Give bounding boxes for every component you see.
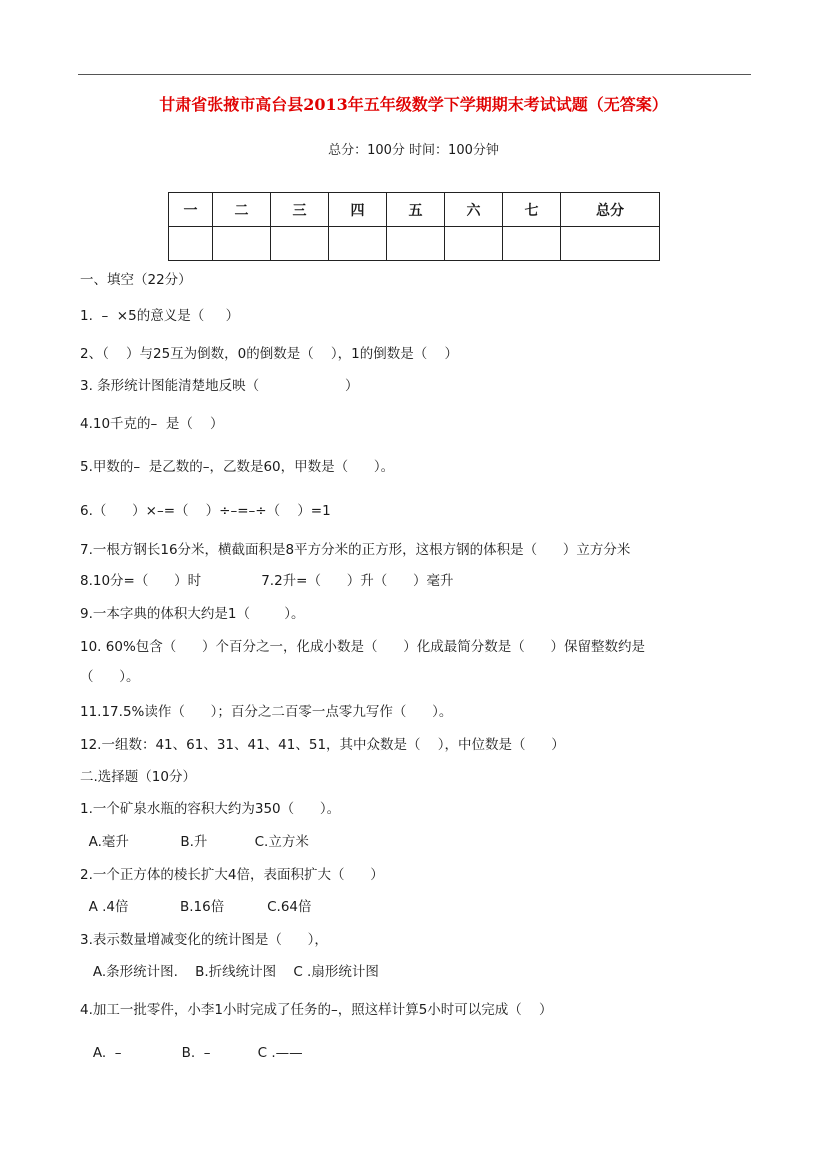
score-blank-cell xyxy=(561,227,660,261)
score-blank-cell xyxy=(169,227,213,261)
score-blank-cell xyxy=(503,227,561,261)
question-line: 11.17.5%读作（ ）；百分之二百零一点零九写作（ ）。 xyxy=(80,704,453,720)
question-line: 1. – ×5的意义是（ ） xyxy=(80,308,240,324)
score-blank-cell xyxy=(213,227,271,261)
question-line: 8.10分=（ ）时 7.2升=（ ）升（ ）毫升 xyxy=(80,573,454,589)
score-table-blank-row xyxy=(169,227,660,261)
question-line: 12.一组数：41、61、31、41、41、51，其中众数是（ ），中位数是（ ） xyxy=(80,737,565,753)
option-line: A. – B. – C .—— xyxy=(80,1045,303,1061)
score-blank-cell xyxy=(271,227,329,261)
score-table xyxy=(168,192,660,261)
score-blank-cell xyxy=(445,227,503,261)
score-header-cell: 五 xyxy=(387,193,445,227)
score-blank-cell xyxy=(387,227,445,261)
score-header-cell: 一 xyxy=(169,193,213,227)
question-line: 6.（ ）×–=（ ）÷–=–÷（ ）=1 xyxy=(80,503,331,519)
question-line: 4.10千克的– 是（ ） xyxy=(80,416,224,432)
score-header-cell: 二 xyxy=(213,193,271,227)
score-table-header-row xyxy=(169,193,660,227)
question-line: 2.一个正方体的棱长扩大4倍，表面积扩大（ ） xyxy=(80,867,384,883)
question-line: （ ）。 xyxy=(80,669,140,685)
header-rule xyxy=(78,74,751,75)
question-line: 4.加工一批零件，小李1小时完成了任务的–，照这样计算5小时可以完成（ ） xyxy=(80,1002,553,1018)
question-line: 3. 条形统计图能清楚地反映（ ） xyxy=(80,378,359,394)
question-line: 7.一根方钢长16分米，横截面积是8平方分米的正方形，这根方钢的体积是（ ）立方分米 xyxy=(80,542,631,558)
option-line: A .4倍 B.16倍 C.64倍 xyxy=(80,899,312,915)
exam-info: 总分：100分 时间：100分钟 xyxy=(328,143,499,158)
score-header-cell: 七 xyxy=(503,193,561,227)
question-line: 2、（ ）与25互为倒数，0的倒数是（ ），1的倒数是（ ） xyxy=(80,346,458,362)
section-heading-choice: 二.选择题（10分） xyxy=(80,769,196,785)
option-line: A.条形统计图. B.折线统计图 C .扇形统计图 xyxy=(80,964,379,980)
question-line: 1.一个矿泉水瓶的容积大约为350（ ）。 xyxy=(80,801,341,817)
page-title: 甘肃省张掖市高台县2013年五年级数学下学期期末考试试题（无答案） xyxy=(159,95,668,114)
section-heading-fill-in: 一、填空（22分） xyxy=(80,272,192,288)
question-line: 3.表示数量增减变化的统计图是（ ）， xyxy=(80,932,328,948)
score-header-cell: 四 xyxy=(329,193,387,227)
score-header-cell: 总分 xyxy=(561,193,660,227)
question-line: 10. 60%包含（ ）个百分之一，化成小数是（ ）化成最简分数是（ ）保留整数约是 xyxy=(80,639,646,655)
option-line: A.毫升 B.升 C.立方米 xyxy=(80,834,309,850)
score-blank-cell xyxy=(329,227,387,261)
question-line: 5.甲数的– 是乙数的–，乙数是60，甲数是（ ）。 xyxy=(80,459,395,475)
score-header-cell: 三 xyxy=(271,193,329,227)
score-header-cell: 六 xyxy=(445,193,503,227)
question-line: 9.一本字典的体积大约是1（ ）。 xyxy=(80,606,305,622)
